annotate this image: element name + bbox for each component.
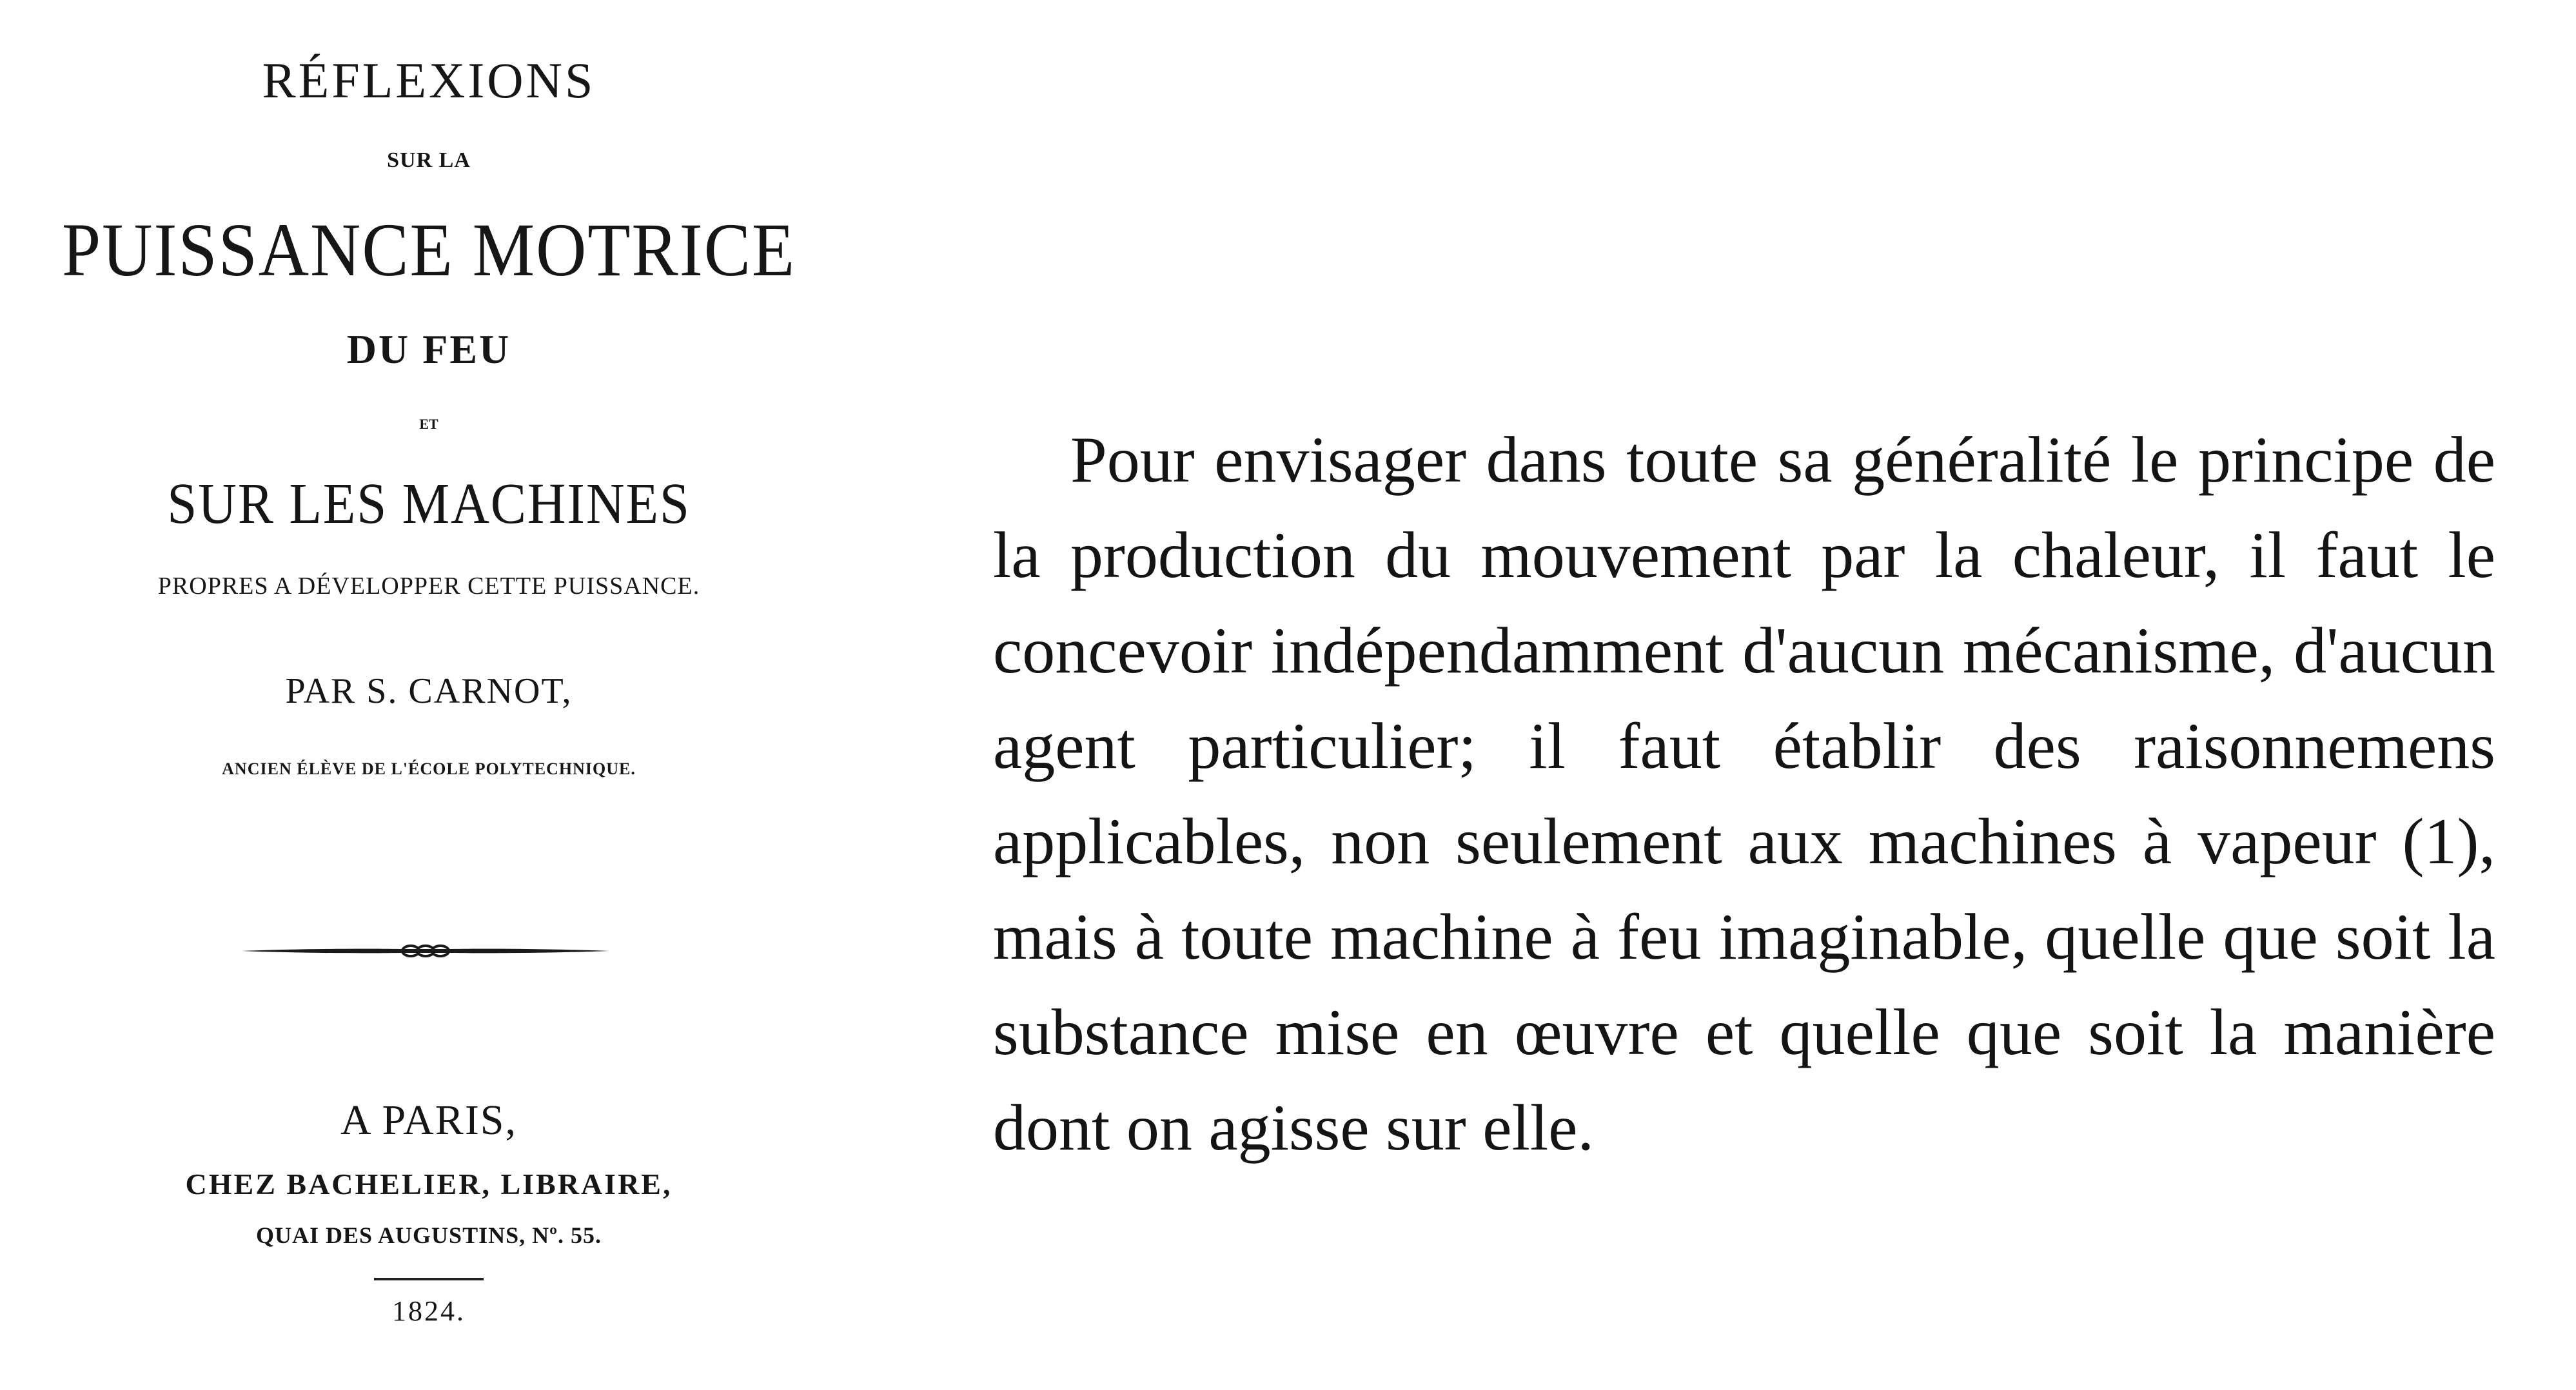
imprint-publisher: CHEZ BACHELIER, LIBRAIRE, [185,1168,673,1200]
title-page [0,0,858,1390]
imprint-address: QUAI DES AUGUSTINS, Nº. 55. [256,1222,602,1248]
author-line: PAR S. CARNOT, [285,671,573,711]
title-reflexions: RÉFLEXIONS [262,52,596,108]
title-sur-les-machines: SUR LES MACHINES [167,472,691,536]
title-puissance-motrice: PUISSANCE MOTRICE [61,208,796,292]
title-du-feu: DU FEU [346,326,511,372]
text-excerpt [993,413,2541,1380]
fleuron-rule-icon [242,938,609,964]
title-sur-la: SUR LA [387,148,471,172]
imprint-divider [374,1278,484,1280]
title-et: ET [419,416,438,432]
imprint-year: 1824. [392,1295,466,1327]
imprint-place: A PARIS, [340,1097,518,1144]
author-note: ANCIEN ÉLÈVE DE L'ÉCOLE POLYTECHNIQUE. [222,759,636,778]
excerpt-paragraph: Pour envisager dans toute sa généralité le principe de la production du mouvement par la chaleur, il faut le concevoir indépendamment d'aucun mécanisme, d'aucun agent particulier; il faut établir des raisonnemens applicables, non seulement aux machines à vapeur (1), mais à toute machine à feu imaginable, quelle que soit la substance mise en œuvre et quelle que soit la manière dont on agisse sur elle. [993,424,2495,1164]
title-propres: PROPRES A DÉVELOPPER CETTE PUISSANCE. [157,573,700,600]
